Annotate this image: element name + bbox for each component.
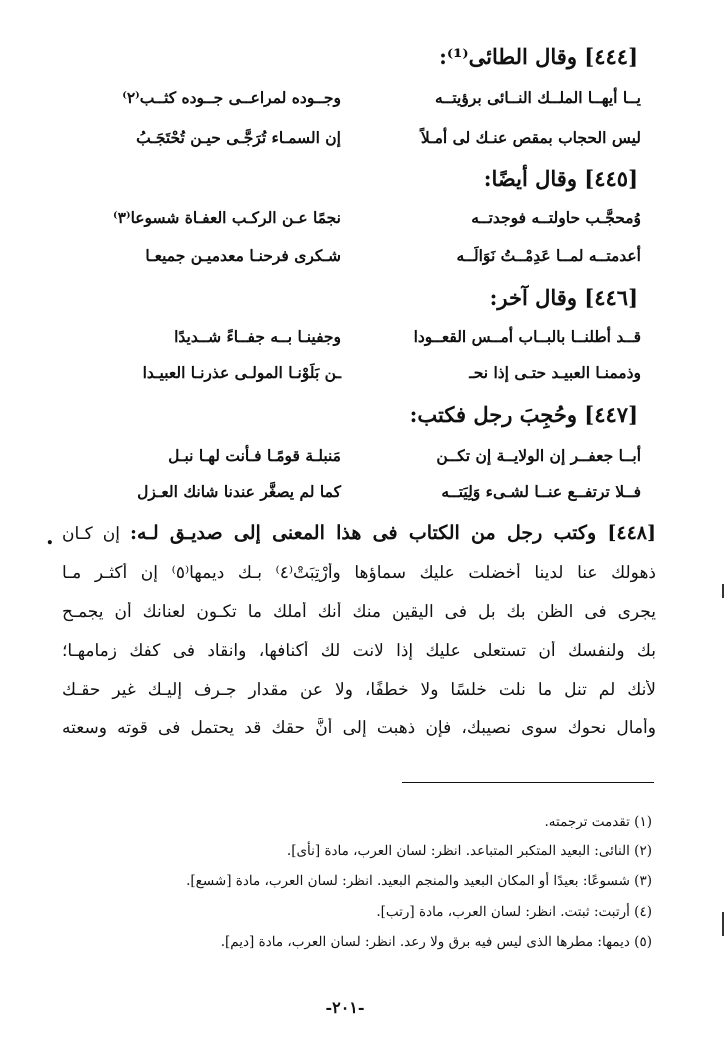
verse-line [96, 246, 641, 274]
verse-line [96, 128, 641, 156]
scan-edge-mark [722, 912, 724, 936]
verse-first-hemistich: أعدمتــه لمــا عَدِمْــتُ نَوَالَــه [456, 246, 641, 265]
verse-second-hemistich: ـن بَلَوْنـا المولـى عذرنـا العبيـدا [142, 363, 341, 382]
scan-edge-mark [722, 584, 724, 598]
footnote-5: (٥) ديمها: مطرها الذى ليس فيه برق ولا رعد. انظر: لسان العرب، مادة [ديم]. [220, 934, 652, 950]
footnote-1: (١) تقدمت ترجمته. [544, 814, 652, 830]
verse-line [96, 446, 641, 474]
verse-first-hemistich: وذممنـا العبيـد حتـى إذا نحـ [469, 363, 641, 382]
verse-line [96, 482, 641, 510]
prose-line-first [62, 522, 656, 552]
prose-line: ذهولك عنا لدينا أخضلت عليك سماؤها وأُرْتِبَتْ⁽٤⁾ بـك ديمها⁽٥⁾ إن أكثـر مـا [62, 563, 656, 583]
page-number: -٢٠١- [325, 998, 365, 1017]
margin-dot: . [46, 524, 54, 550]
footnote-2: (٢) النائى: البعيد المتكبر المتباعد. انظر: لسان العرب، مادة [نأى]. [286, 843, 652, 859]
prose-lead-rest: إن كـان [62, 524, 131, 544]
verse-second-hemistich: شـكرى فرحنـا معدميـن جميعـا [145, 246, 341, 265]
verse-first-hemistich: أبــا جعفــر إن الولايــة إن تكــن [436, 446, 641, 465]
section-heading-444: [٤٤٤] وقال الطائى⁽¹⁾: [439, 44, 638, 69]
verse-first-hemistich: يــا أيهــا الملــك النــائى برؤيتــه [434, 88, 641, 107]
prose-line: يجرى فى الظن بك بل فى اليقين منك أنك أملك ما تكـون لعنانك أن يجمـح [62, 602, 656, 622]
verse-second-hemistich: وجفينـا بــه جفــاءً شــديدًا [174, 327, 341, 346]
verse-line [96, 88, 641, 116]
verse-second-hemistich: كما لم يصغَّر عندنا شانك العـزل [137, 482, 341, 501]
verse-first-hemistich: ليس الحجاب بمقص عنـك لى أمـلاً [420, 128, 641, 147]
prose-line: وأمال نحوك سوى نصيبك، فإن ذهبت إلى أنَّ حقك قد يحتمل فى قوته وسعته [62, 718, 656, 738]
prose-line: لأنك لم تنل ما نلت خلسًا ولا خطفًا، ولا عن مقدار جـرف إليـك غير حقـك [62, 680, 656, 700]
prose-line: بك ولنفسك أن تستعلى عليك إذا لانت لك أكنافها، وانقاد فى كفك زمامهـا؛ [62, 641, 656, 661]
verse-line [96, 363, 641, 391]
section-heading-446: [٤٤٦] وقال آخر: [489, 285, 638, 310]
footnote-3: (٣) شسوعًا: بعيدًا أو المكان البعيد والمنجم البعيد. انظر: لسان العرب، مادة [شسع]. [186, 873, 652, 889]
verse-second-hemistich: مَنبلـة قومًـا فـأنت لهـا نبـل [168, 446, 341, 465]
verse-second-hemistich: نجمًا عـن الركـب العفـاة شسوعا⁽٣⁾ [113, 208, 341, 227]
section-heading-448: [٤٤٨] وكتب رجل من الكتاب فى هذا المعنى إلى صديـق لـه: [130, 522, 656, 544]
verse-first-hemistich: قــد أطلنــا بالبــاب أمــس القعــودا [413, 327, 641, 346]
verse-line [96, 208, 641, 236]
verse-first-hemistich: وُمحجَّـب حاولتــه فوجدتــه [471, 208, 641, 227]
footnote-separator [402, 782, 654, 783]
verse-second-hemistich: وجــوده لمراعــى جــوده كثــب⁽٢⁾ [122, 88, 341, 107]
section-heading-447: [٤٤٧] وحُجِبَ رجل فكتب: [409, 402, 638, 427]
verse-first-hemistich: فــلا ترتفــع عنــا لشـىء وَلِيَتــه [441, 482, 641, 501]
verse-second-hemistich: إن السمـاء تُرَجَّـى حيـن تُحْتَجَـبُ [136, 128, 341, 147]
verse-line [96, 327, 641, 355]
footnote-4: (٤) أرتبت: ثبتت. انظر: لسان العرب، مادة [رتب]. [376, 904, 652, 920]
section-heading-445: [٤٤٥] وقال أيضًا: [483, 166, 638, 191]
